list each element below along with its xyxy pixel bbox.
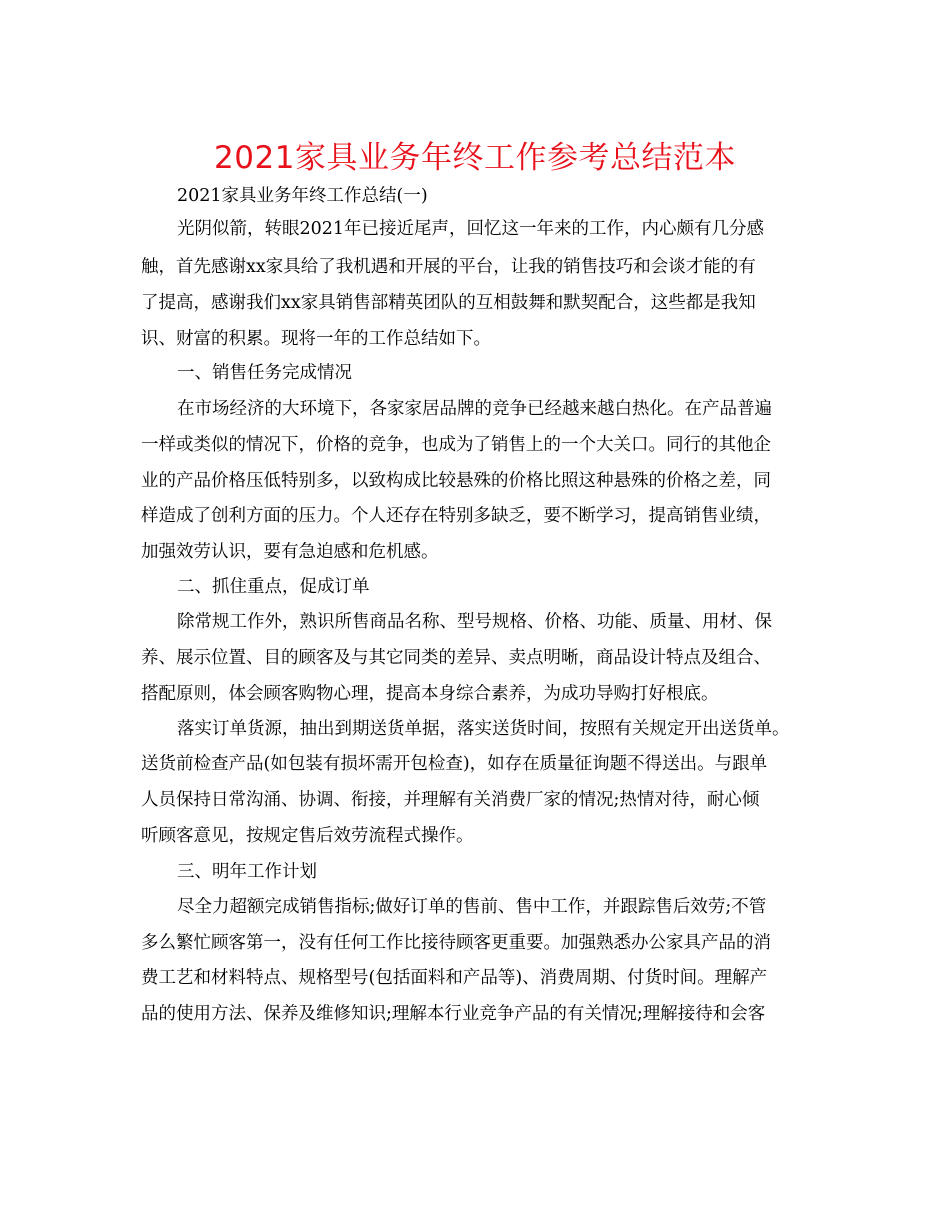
paragraph-line: 品的使用方法、保养及维修知识;理解本行业竞争产品的有关情况;理解接待和会客	[141, 1004, 766, 1024]
paragraph-line: 识、财富的积累。现将一年的工作总结如下。	[141, 329, 491, 349]
paragraph-line: 业的产品价格压低特别多，以致构成比较悬殊的价格比照这种悬殊的价格之差，同	[141, 471, 771, 491]
paragraph-line: 触，首先感谢xx家具给了我机遇和开展的平台，让我的销售技巧和会谈才能的有	[141, 257, 756, 277]
paragraph-line: 落实订单货源，抽出到期送货单据，落实送货时间，按照有关规定开出送货单。	[177, 719, 790, 739]
paragraph-line: 加强效劳认识，要有急迫感和危机感。	[141, 542, 439, 562]
paragraph-line: 尽全力超额完成销售指标;做好订单的售前、售中工作，并跟踪售后效劳;不管	[177, 897, 767, 917]
paragraph-line: 除常规工作外，熟识所售商品名称、型号规格、价格、功能、质量、用材、保	[177, 612, 772, 632]
section-heading: 二、抓住重点，促成订单	[177, 577, 370, 597]
paragraph-line: 了提高，感谢我们xx家具销售部精英团队的互相鼓舞和默契配合，这些都是我知	[141, 293, 756, 313]
paragraph-line: 听顾客意见，按规定售后效劳流程式操作。	[141, 826, 474, 846]
paragraph-line: 搭配原则，体会顾客购物心理，提高本身综合素养，为成功导购打好根底。	[141, 684, 719, 704]
paragraph-line: 养、展示位置、目的顾客及与其它同类的差异、卖点明晰，商品设计特点及组合、	[141, 648, 771, 668]
paragraph-line: 样造成了创利方面的压力。个人还存在特别多缺乏，要不断学习，提高销售业绩，	[141, 506, 771, 526]
paragraph-line: 一样或类似的情况下，价格的竞争，也成为了销售上的一个大关口。同行的其他企	[141, 435, 771, 455]
document-title: 2021家具业务年终工作参考总结范本	[214, 140, 736, 176]
paragraph-line: 在市场经济的大环境下，各家家居品牌的竞争已经越来越白热化。在产品普遍	[177, 399, 772, 419]
paragraph-line: 费工艺和材料特点、规格型号(包括面料和产品等)、消费周期、付货时间。理解产	[141, 968, 768, 988]
paragraph-line: 送货前检查产品(如包装有损坏需开包检查)，如存在质量征询题不得送出。与跟单	[141, 754, 768, 774]
document-subtitle: 2021家具业务年终工作总结(一)	[177, 186, 428, 206]
section-heading: 一、销售任务完成情况	[177, 363, 352, 383]
paragraph-line: 光阴似箭，转眼2021年已接近尾声，回忆这一年来的工作，内心颇有几分感	[177, 219, 765, 239]
section-heading: 三、明年工作计划	[177, 862, 317, 882]
paragraph-line: 多么繁忙顾客第一，没有任何工作比接待顾客更重要。加强熟悉办公家具产品的消	[141, 933, 771, 953]
paragraph-line: 人员保持日常沟涌、协调、衔接，并理解有关消费厂家的情况;热情对待，耐心倾	[141, 790, 760, 810]
